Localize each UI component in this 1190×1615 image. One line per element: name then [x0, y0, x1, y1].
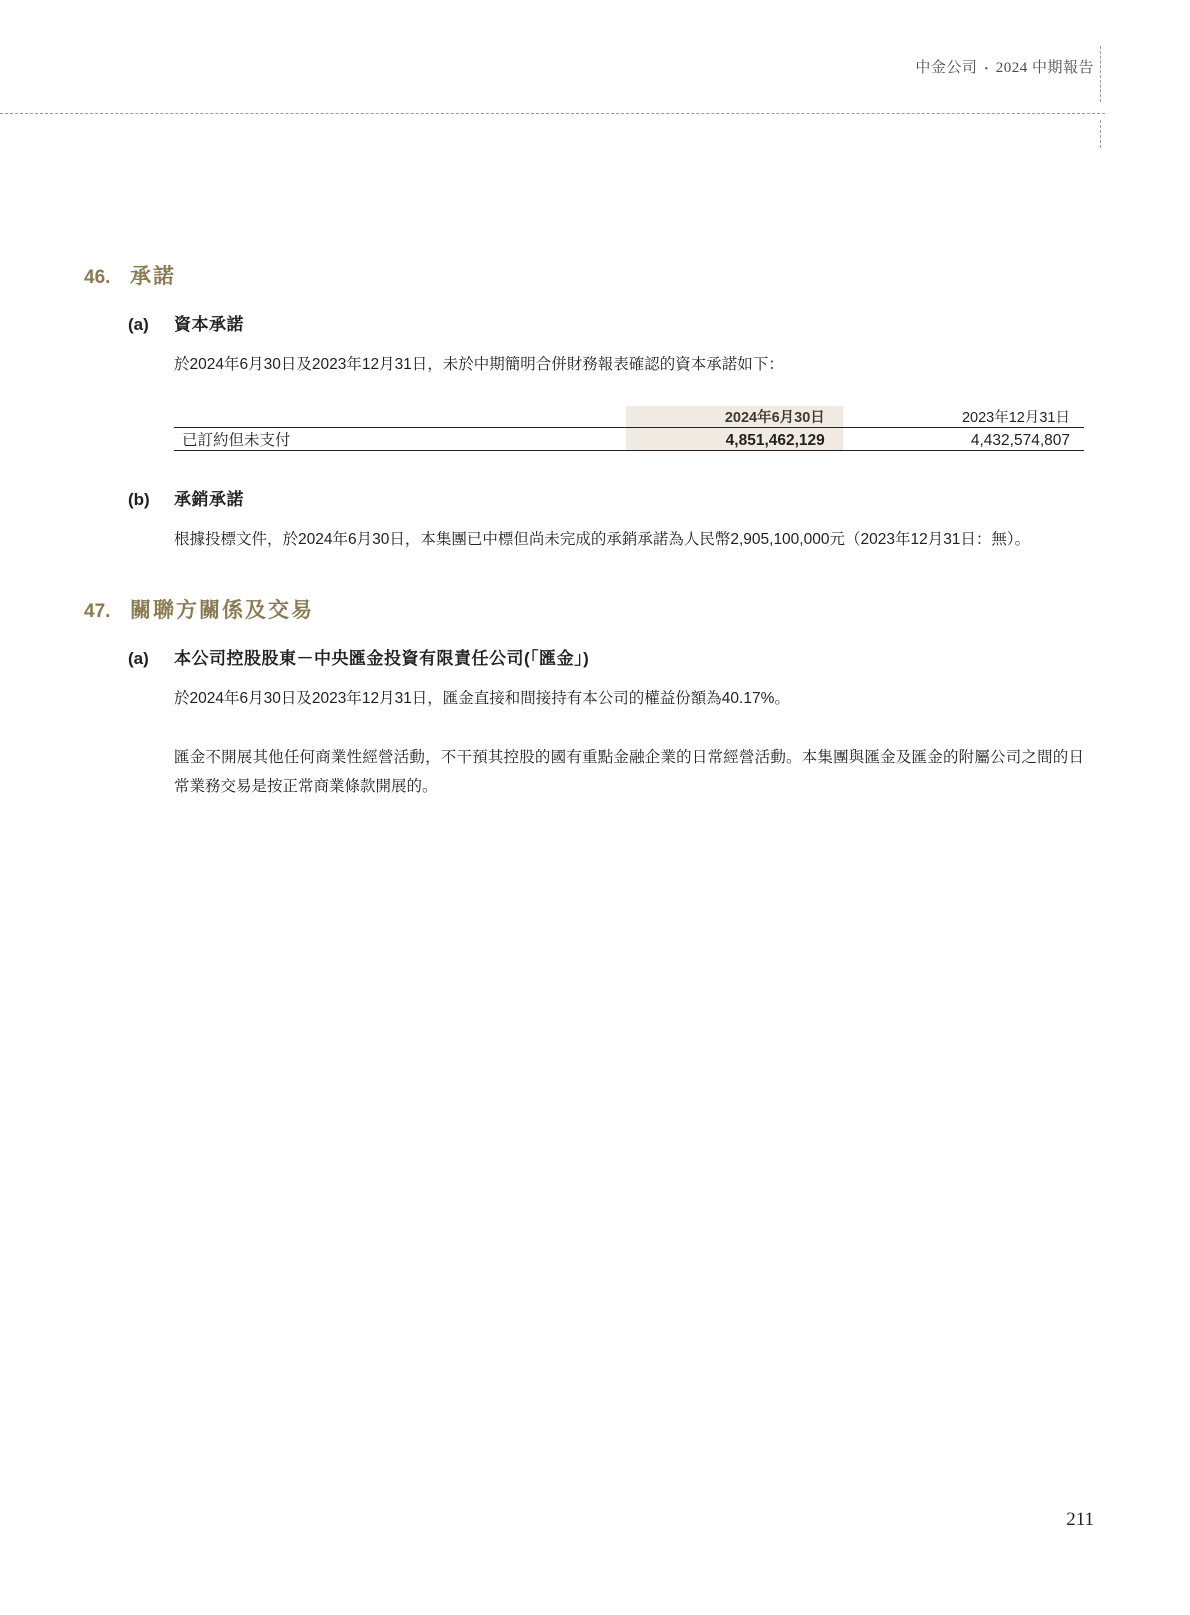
- table-header-row: [174, 406, 1084, 428]
- note-47-section-a-label: (a): [128, 649, 149, 669]
- note-46-heading: [84, 260, 1084, 290]
- note-47-section-a-paragraph-2: 匯金不開展其他任何商業性經營活動，不干預其控股的國有重點金融企業的日常經營活動。本集團與匯金及匯金的附屬公司之間的日常業務交易是按正常商業條款開展的。: [174, 749, 1084, 795]
- note-46-section-a-heading: [128, 310, 1084, 335]
- note-46: [84, 260, 1084, 554]
- note-46-title: 承諾: [130, 265, 176, 288]
- table-cell-previous-value: 4,432,574,807: [843, 427, 1084, 450]
- table-header-current-period: 2024年6月30日: [626, 406, 843, 428]
- table-header-previous-period: 2023年12月31日: [843, 406, 1084, 428]
- note-46-section-b-label: (b): [128, 489, 150, 509]
- note-46-section-a-title: 資本承諾: [174, 315, 244, 334]
- note-47-section-a-heading: [128, 644, 1084, 669]
- header-report: 2024 中期報告: [995, 60, 1094, 76]
- page-number: 211: [1066, 1509, 1094, 1530]
- note-47-number: 47.: [84, 601, 111, 623]
- note-46-section-b-paragraph: 根據投標文件，於2024年6月30日，本集團已中標但尚未完成的承銷承諾為人民幣2,905,100,000元（2023年12月31日：無）。: [174, 530, 1031, 548]
- table-row: [174, 427, 1084, 450]
- note-46-section-b-title: 承銷承諾: [174, 489, 244, 509]
- capital-commitments-table: [174, 406, 1084, 451]
- note-47: [84, 594, 1084, 801]
- table-cell-current-value: 4,851,462,129: [626, 427, 843, 450]
- note-46-section-a: [84, 310, 1084, 451]
- note-46-section-a-label: (a): [128, 315, 149, 334]
- note-46-section-b: [84, 485, 1084, 555]
- note-47-section-a-paragraph-1: 於2024年6月30日及2023年12月31日，匯金直接和間接持有本公司的權益份額為40.17%。: [174, 690, 790, 708]
- header-tick-bottom: [1100, 120, 1101, 148]
- header-dashed-rule: [0, 113, 1105, 114]
- note-47-heading: [84, 594, 1084, 624]
- page-content: [84, 260, 1084, 805]
- note-46-section-b-heading: [128, 485, 1084, 510]
- header-company: 中金公司: [915, 60, 978, 76]
- note-46-number: 46.: [84, 267, 111, 288]
- note-47-section-a-title: 本公司控股股東－中央匯金投資有限責任公司(「匯金」): [174, 649, 590, 669]
- table-header-label: [174, 406, 626, 428]
- capital-commitments-table-wrapper: [174, 406, 1084, 451]
- header-tick-top: [1100, 46, 1101, 102]
- table-cell-row-label: 已訂約但未支付: [174, 427, 626, 450]
- page-header: [915, 56, 1094, 77]
- note-46-section-a-intro: 於2024年6月30日及2023年12月31日，未於中期簡明合併財務報表確認的資本承諾如下：: [174, 356, 784, 373]
- note-47-section-a: [84, 644, 1084, 801]
- header-separator: •: [984, 62, 989, 75]
- note-47-title: 關聯方關係及交易: [130, 599, 314, 623]
